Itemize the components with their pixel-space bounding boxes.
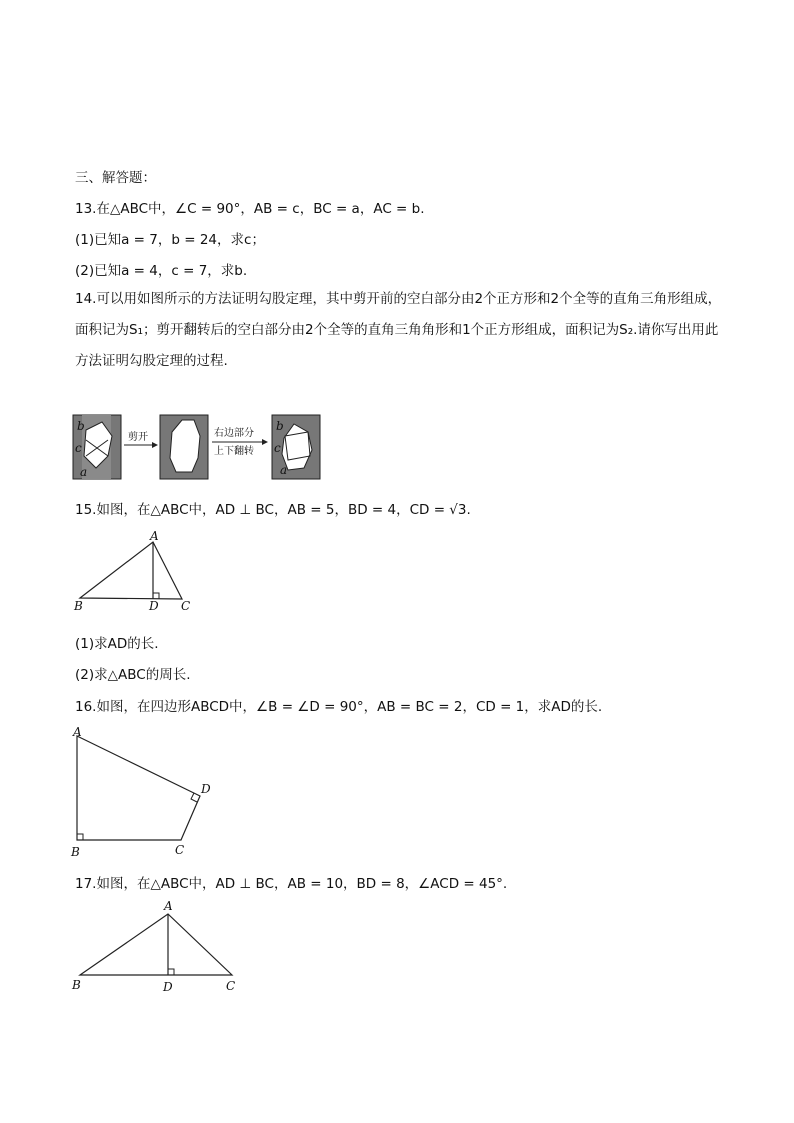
q14-label-c-left: c bbox=[75, 441, 82, 455]
q14-arrow2-line1: 右边部分 bbox=[214, 428, 254, 439]
q14-arrow1-label: 剪开 bbox=[128, 432, 148, 443]
q15-part1: (1)求AD的长. bbox=[75, 636, 159, 652]
q16-figure bbox=[70, 726, 220, 861]
q14-text: 14.可以用如图所示的方法证明勾股定理，其中剪开前的空白部分由2个正方形和2个全等的直角三角形组成，面积记为S₁；剪开翻转后的空白部分由2个全等的直角三角角形和1个正方形组成，面积记为S₂.请你写出用此方法证明勾股定理的过程. bbox=[75, 291, 722, 369]
q16-label-D: D bbox=[201, 782, 211, 796]
q13-part1: (1)已知a = 7，b = 24，求c； bbox=[75, 232, 265, 248]
q15-part2: (2)求△ABC的周长. bbox=[75, 667, 191, 683]
q15-stem: 15.如图，在△ABC中，AD ⊥ BC，AB = 5，BD = 4，CD = √3. bbox=[75, 502, 471, 518]
q13-part2: (2)已知a = 4，c = 7，求b. bbox=[75, 263, 248, 279]
q17-triangle bbox=[80, 914, 232, 975]
q16-label-C: C bbox=[175, 843, 185, 857]
q17-stem: 17.如图，在△ABC中，AD ⊥ BC，AB = 10，BD = 8，∠ACD = 45°. bbox=[75, 876, 508, 892]
q14-label-a-right: a bbox=[280, 463, 288, 477]
q15-label-A: A bbox=[150, 530, 159, 543]
q16-stem: 16.如图，在四边形ABCD中，∠B = ∠D = 90°，AB = BC = 2，CD = 1，求AD的长. bbox=[75, 699, 603, 715]
q15-label-D: D bbox=[149, 599, 159, 613]
q16-label-B: B bbox=[71, 845, 80, 859]
q16-label-A: A bbox=[73, 726, 82, 739]
q14-label-b-left: b bbox=[77, 419, 85, 433]
q17-label-D: D bbox=[163, 980, 173, 994]
q15-figure bbox=[72, 530, 202, 614]
q17-figure bbox=[70, 898, 250, 994]
q14-label-a-left: a bbox=[80, 465, 88, 479]
q17-right-angle bbox=[168, 969, 174, 975]
q14-label-c-right: c bbox=[274, 441, 281, 455]
q15-label-C: C bbox=[181, 599, 191, 613]
q14-figure bbox=[72, 412, 322, 482]
q15-triangle bbox=[80, 542, 182, 599]
q16-quadrilateral bbox=[77, 736, 200, 840]
q16-right-angle-B bbox=[77, 834, 83, 840]
q14-label-b-right: b bbox=[276, 419, 284, 433]
q14-arrow2-line2: 上下翻转 bbox=[214, 446, 254, 457]
q17-label-B: B bbox=[72, 978, 81, 992]
q17-label-A: A bbox=[164, 899, 173, 913]
q13-stem: 13.在△ABC中，∠C = 90°，AB = c，BC = a，AC = b. bbox=[75, 201, 425, 217]
q17-label-C: C bbox=[226, 979, 236, 993]
section-title: 三、解答题： bbox=[75, 170, 156, 186]
q15-label-B: B bbox=[74, 599, 83, 613]
